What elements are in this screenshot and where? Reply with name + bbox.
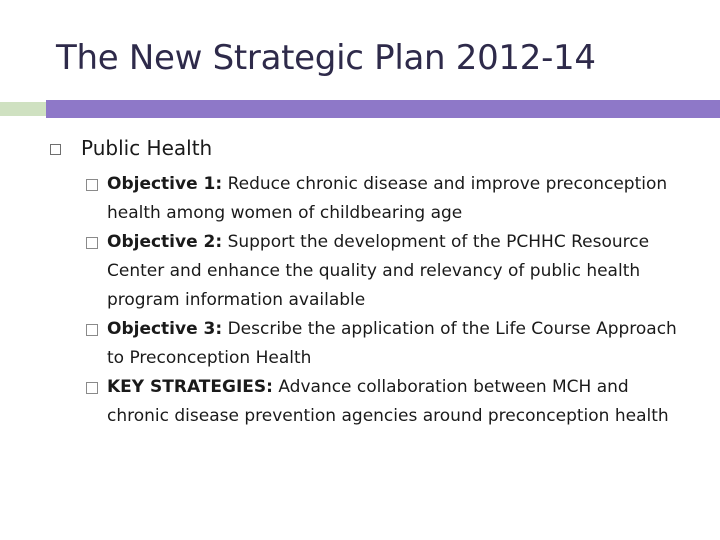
objectives-list — [86, 170, 686, 431]
objective-2-item — [86, 228, 686, 315]
slide-title: The New Strategic Plan 2012-14 — [56, 38, 596, 78]
objective-1-item — [86, 170, 686, 228]
objective-3-text: Describe the application of the Life Course Approach to Preconception Health — [107, 319, 677, 368]
title-rule — [46, 100, 720, 118]
heading-bullet — [50, 134, 690, 162]
square-bullet-icon — [86, 324, 98, 336]
key-strategies-text: Advance collaboration between MCH and chronic disease prevention agencies around preconception health — [107, 377, 669, 426]
objective-3-label: Objective 3: — [107, 319, 223, 339]
objective-3-item — [86, 315, 686, 373]
key-strategies-item — [86, 373, 686, 431]
square-bullet-icon — [50, 144, 61, 155]
heading-text: Public Health — [81, 136, 213, 160]
objective-1-text: Reduce chronic disease and improve preconception health among women of childbearing age — [107, 174, 668, 223]
objective-2-label: Objective 2: — [107, 232, 223, 252]
square-bullet-icon — [86, 179, 98, 191]
objective-2-text: Support the development of the PCHHC Resource Center and enhance the quality and relevancy of public health program information available — [107, 232, 650, 310]
square-bullet-icon — [86, 382, 98, 394]
key-strategies-label: KEY STRATEGIES: — [107, 377, 273, 397]
square-bullet-icon — [86, 237, 98, 249]
title-rule-accent-left — [0, 102, 46, 116]
objective-1-label: Objective 1: — [107, 174, 223, 194]
